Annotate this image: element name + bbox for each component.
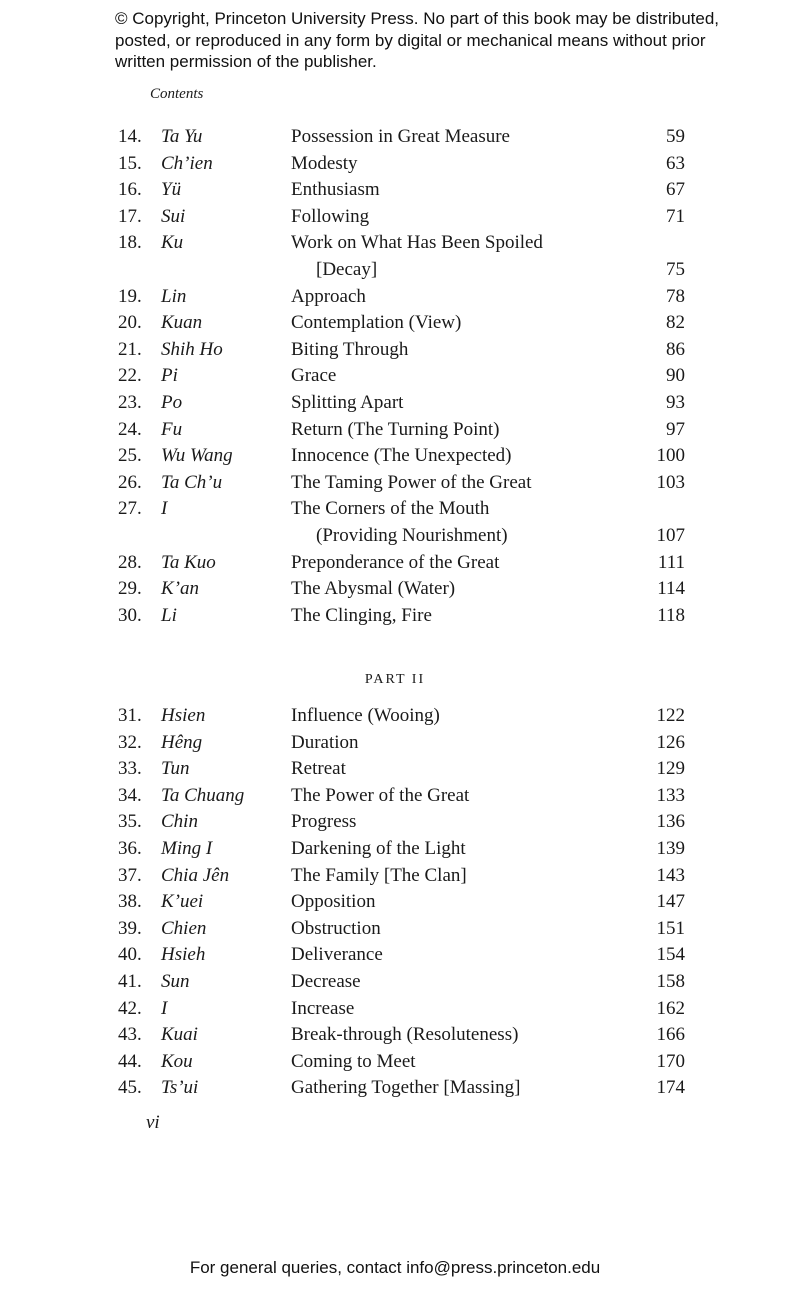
entry-title: Following (291, 205, 370, 227)
entry-page: 100 (656, 445, 685, 467)
toc-entry (0, 730, 790, 757)
toc-entry (0, 390, 790, 417)
entry-number: 33. (118, 758, 142, 780)
hexagram-name: I (161, 498, 168, 520)
entry-number: 16. (118, 179, 142, 201)
entry-number: 18. (118, 232, 142, 254)
entry-page: 78 (666, 285, 685, 307)
entry-page: 133 (656, 784, 685, 806)
entry-title: Opposition (291, 891, 376, 913)
toc-entry (0, 783, 790, 810)
toc-entry (0, 363, 790, 390)
entry-page: 103 (656, 471, 685, 493)
hexagram-name: I (161, 997, 168, 1019)
toc-part-2 (0, 703, 790, 1102)
entry-title: Contemplation (View) (291, 312, 462, 334)
entry-number: 19. (118, 285, 142, 307)
entry-number: 38. (118, 891, 142, 913)
entry-title: Work on What Has Been Spoiled (291, 232, 543, 254)
hexagram-name: Sui (161, 205, 186, 227)
entry-page: 59 (666, 126, 685, 147)
entry-number: 44. (118, 1050, 142, 1072)
hexagram-name: Hêng (161, 731, 203, 753)
hexagram-name: Shih Ho (161, 338, 223, 360)
entry-page: 97 (666, 418, 685, 440)
hexagram-name: Kuan (161, 312, 203, 334)
entry-title: Preponderance of the Great (291, 551, 500, 573)
hexagram-name: Pi (161, 365, 178, 387)
entry-title: Coming to Meet (291, 1050, 416, 1072)
entry-number: 32. (118, 731, 142, 753)
toc-entry (0, 576, 790, 603)
entry-page: 114 (657, 578, 685, 600)
toc-entry (0, 417, 790, 444)
hexagram-name: Ts’ui (161, 1077, 199, 1099)
entry-title: The Taming Power of the Great (291, 471, 532, 493)
toc-entry (0, 603, 790, 630)
entry-title: Enthusiasm (291, 179, 380, 201)
entry-page: 147 (656, 891, 685, 913)
entry-title: Progress (291, 811, 357, 833)
hexagram-name: Ta Kuo (161, 551, 216, 573)
entry-title: The Family [The Clan] (291, 864, 467, 886)
entry-number: 27. (118, 498, 142, 520)
hexagram-name: Chin (161, 811, 198, 833)
toc-entry (0, 756, 790, 783)
hexagram-name: Tun (161, 758, 190, 780)
entry-title: Return (The Turning Point) (291, 418, 500, 440)
entry-page: 136 (656, 811, 685, 833)
entry-title: Splitting Apart (291, 391, 404, 413)
part-heading: PART II (364, 672, 426, 687)
hexagram-name: Chia Jên (161, 864, 230, 886)
entry-page: 174 (656, 1077, 685, 1099)
entry-title: Break-through (Resoluteness) (291, 1024, 519, 1046)
entry-page: 111 (657, 551, 685, 573)
hexagram-name: Ta Ch’u (161, 471, 223, 493)
entry-title: Decrease (291, 970, 361, 992)
hexagram-name: Sun (161, 970, 190, 992)
toc-entry (0, 809, 790, 836)
hexagram-name: K’an (161, 578, 199, 600)
entry-number: 39. (118, 917, 142, 939)
toc-entry (0, 151, 790, 178)
hexagram-name: Kou (161, 1050, 193, 1072)
entry-title: Modesty (291, 152, 358, 174)
entry-page: 143 (656, 864, 685, 886)
hexagram-name: Chien (161, 917, 207, 939)
entry-number: 35. (118, 811, 142, 833)
entry-title: The Clinging, Fire (291, 604, 432, 626)
entry-page: 122 (656, 705, 685, 726)
hexagram-name: Li (161, 604, 177, 626)
entry-title: Approach (291, 285, 366, 307)
entry-title: Obstruction (291, 917, 381, 939)
hexagram-name: Ta Chuang (161, 784, 245, 806)
entry-page: 71 (666, 205, 685, 227)
entry-page: 158 (656, 970, 685, 992)
entry-page: 151 (656, 917, 685, 939)
toc-entry (0, 230, 790, 257)
toc-entry (0, 969, 790, 996)
entry-number: 25. (118, 445, 142, 467)
hexagram-name: Ku (161, 232, 184, 254)
toc-entry (0, 1049, 790, 1076)
entry-number: 30. (118, 604, 142, 626)
entry-page: 90 (666, 365, 685, 387)
entry-page: 118 (657, 604, 685, 626)
toc-entry (0, 703, 790, 730)
entry-title: Gathering Together [Massing] (291, 1077, 521, 1099)
entry-title: Innocence (The Unexpected) (291, 445, 512, 467)
toc-entry (0, 863, 790, 890)
hexagram-name: Ming I (161, 837, 213, 859)
toc-entry (0, 284, 790, 311)
entry-number: 17. (118, 205, 142, 227)
entry-page: 166 (656, 1024, 685, 1046)
entry-number: 29. (118, 578, 142, 600)
toc-entry (0, 1075, 790, 1102)
hexagram-name: K’uei (161, 891, 204, 913)
toc-entry (0, 124, 790, 151)
hexagram-name: Ch’ien (161, 152, 213, 174)
entry-number: 43. (118, 1024, 142, 1046)
entry-page: 162 (656, 997, 685, 1019)
entry-title: Biting Through (291, 338, 409, 360)
hexagram-name: Kuai (161, 1024, 198, 1046)
entry-number: 37. (118, 864, 142, 886)
entry-title: Increase (291, 997, 355, 1019)
toc-entry (0, 996, 790, 1023)
toc-entry (0, 836, 790, 863)
entry-title: The Power of the Great (291, 784, 470, 806)
entry-number: 36. (118, 837, 142, 859)
toc-entry (0, 550, 790, 577)
entry-title: Duration (291, 731, 359, 753)
entry-page: 154 (656, 944, 685, 966)
toc-entry (0, 1022, 790, 1049)
entry-number: 26. (118, 471, 142, 493)
entry-number: 41. (118, 970, 142, 992)
entry-page: 86 (666, 338, 685, 360)
entry-number: 42. (118, 997, 142, 1019)
toc-entry (0, 916, 790, 943)
entry-title: Possession in Great Measure (291, 126, 510, 147)
page-number: vi (146, 1112, 160, 1133)
toc-entry (0, 942, 790, 969)
running-header: Contents (150, 86, 204, 102)
toc-part-1 (0, 124, 790, 629)
toc-entry-continuation (0, 523, 790, 550)
entry-number: 20. (118, 312, 142, 334)
entry-page: 82 (666, 312, 685, 334)
toc-entry-continuation (0, 257, 790, 284)
footer-contact: For general queries, contact info@press.princeton.edu (189, 1258, 601, 1277)
toc-entry (0, 470, 790, 497)
entry-page: 67 (666, 179, 685, 201)
entry-page: 75 (666, 258, 685, 280)
hexagram-name: Hsien (161, 705, 206, 726)
hexagram-name: Ta Yu (161, 126, 203, 147)
toc-entry (0, 443, 790, 470)
entry-title-continued: (Providing Nourishment) (316, 524, 508, 546)
hexagram-name: Hsieh (161, 944, 206, 966)
entry-page: 129 (656, 758, 685, 780)
entry-page: 107 (656, 524, 685, 546)
entry-number: 24. (118, 418, 142, 440)
entry-number: 40. (118, 944, 142, 966)
entry-number: 22. (118, 365, 142, 387)
entry-number: 45. (118, 1077, 142, 1099)
entry-number: 31. (118, 705, 142, 726)
hexagram-name: Yü (161, 179, 182, 201)
entry-page: 126 (656, 731, 685, 753)
hexagram-name: Lin (161, 285, 187, 307)
entry-page: 170 (656, 1050, 685, 1072)
entry-number: 23. (118, 391, 142, 413)
entry-title: Deliverance (291, 944, 383, 966)
entry-title-continued: [Decay] (316, 258, 378, 280)
entry-page: 93 (666, 391, 685, 413)
hexagram-name: Wu Wang (161, 445, 233, 467)
toc-entry (0, 496, 790, 523)
toc-entry (0, 310, 790, 337)
entry-title: Retreat (291, 758, 346, 780)
entry-title: Grace (291, 365, 337, 387)
entry-title: The Corners of the Mouth (291, 498, 490, 520)
hexagram-name: Fu (161, 418, 183, 440)
entry-number: 28. (118, 551, 142, 573)
entry-page: 63 (666, 152, 685, 174)
toc-entry (0, 889, 790, 916)
entry-number: 21. (118, 338, 142, 360)
entry-title: Darkening of the Light (291, 837, 466, 859)
entry-number: 34. (118, 784, 142, 806)
toc-entry (0, 177, 790, 204)
entry-title: Influence (Wooing) (291, 705, 440, 726)
hexagram-name: Po (161, 391, 183, 413)
entry-title: The Abysmal (Water) (291, 578, 456, 600)
entry-number: 14. (118, 126, 142, 147)
entry-page: 139 (656, 837, 685, 859)
entry-number: 15. (118, 152, 142, 174)
toc-entry (0, 204, 790, 231)
copyright-notice: © Copyright, Princeton University Press. No part of this book may be distributed, posted, or reproduced in any form by digital or mechanical means without prior written permission of the publisher. (115, 9, 720, 71)
toc-entry (0, 337, 790, 364)
